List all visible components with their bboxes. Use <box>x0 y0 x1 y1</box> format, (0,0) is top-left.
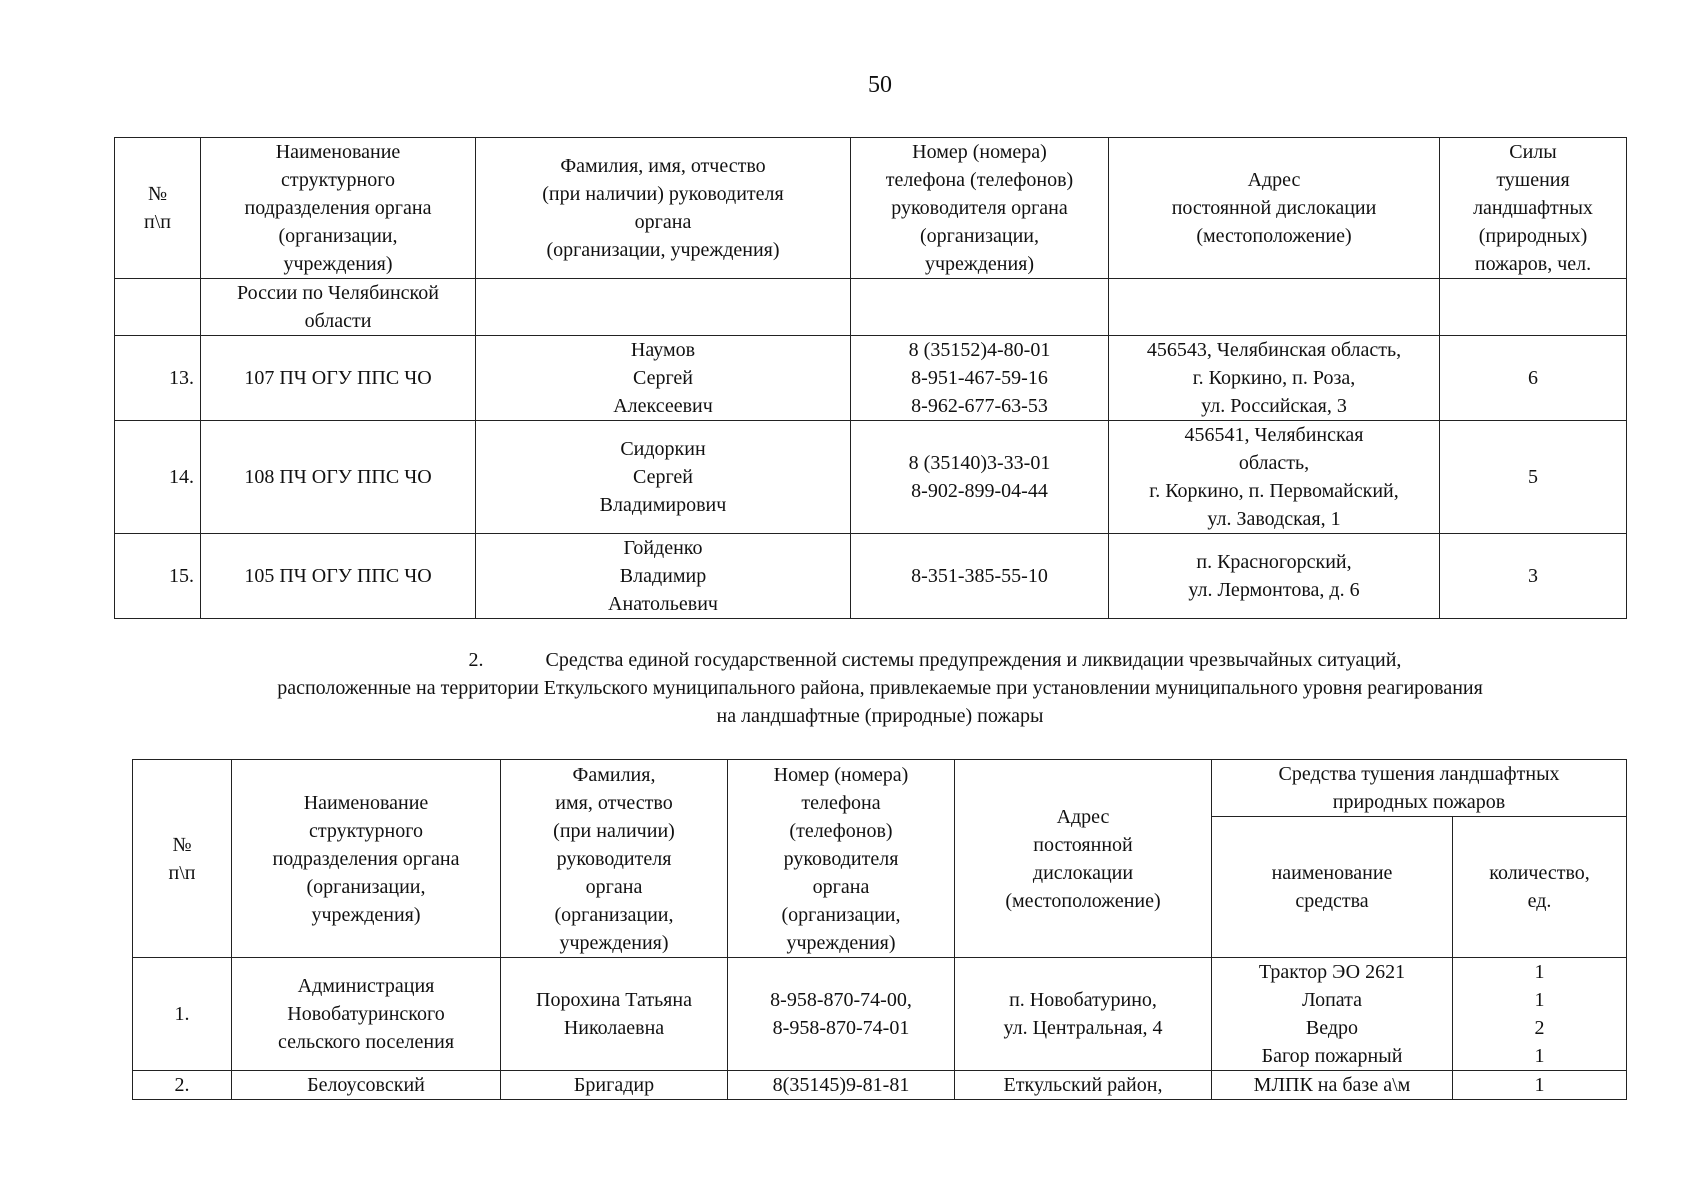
cell-address: Еткульский район, <box>955 1071 1212 1100</box>
cell-head-name: Бригадир <box>501 1071 728 1100</box>
cell-phone: 8 (35152)4-80-01 8-951-467-59-16 8-962-677-63-53 <box>851 336 1109 421</box>
cell-phone: 8-958-870-74-00, 8-958-870-74-01 <box>728 958 955 1071</box>
col-header-address: Адрес постоянной дислокации (местоположение) <box>1109 138 1440 279</box>
col-header-means-group: Средства тушения ландшафтных природных пожаров <box>1212 760 1627 817</box>
col-header-number: № п\п <box>133 760 232 958</box>
section-heading <box>130 646 1630 730</box>
section-title-line3: на ландшафтные (природные) пожары <box>716 705 1044 727</box>
col-header-means-name: наименование средства <box>1212 817 1453 958</box>
cell-address: 456543, Челябинская область, г. Коркино, п. Роза, ул. Российская, 3 <box>1109 336 1440 421</box>
col-header-means-quantity: количество, ед. <box>1453 817 1627 958</box>
table-header-row <box>115 138 1627 279</box>
table-row <box>115 336 1627 421</box>
table-row <box>115 534 1627 619</box>
col-header-phone: Номер (номера) телефона (телефонов) руководителя органа (организации, учреждения) <box>728 760 955 958</box>
cell-unit-name: России по Челябинской области <box>201 279 476 336</box>
fire-units-table <box>114 137 1627 619</box>
col-header-forces: Силы тушения ландшафтных (природных) пожаров, чел. <box>1440 138 1627 279</box>
cell-number: 14. <box>115 421 201 534</box>
col-header-head-name: Фамилия, имя, отчество (при наличии) руководителя органа (организации, учреждения) <box>501 760 728 958</box>
cell-address: п. Новобатурино, ул. Центральная, 4 <box>955 958 1212 1071</box>
section-title-line1: Средства единой государственной системы предупреждения и ликвидации чрезвычайных ситуаций, <box>545 649 1402 671</box>
section-title-line2: расположенные на территории Еткульского муниципального района, привлекаемые при установлении муниципального уровня реагирования <box>277 677 1483 699</box>
table-header-row <box>133 760 1627 817</box>
cell-phone: 8 (35140)3-33-01 8-902-899-04-44 <box>851 421 1109 534</box>
cell-means-quantity: 1 1 2 1 <box>1453 958 1627 1071</box>
cell-means-name: МЛПК на базе а\м <box>1212 1071 1453 1100</box>
col-header-address: Адрес постоянной дислокации (местоположение) <box>955 760 1212 958</box>
cell-head-name: Гойденко Владимир Анатольевич <box>476 534 851 619</box>
cell-head-name: Сидоркин Сергей Владимирович <box>476 421 851 534</box>
cell-head-name: Наумов Сергей Алексеевич <box>476 336 851 421</box>
cell-means-name: Трактор ЭО 2621 Лопата Ведро Багор пожарный <box>1212 958 1453 1071</box>
cell-means-quantity: 1 <box>1453 1071 1627 1100</box>
col-header-number: № п\п <box>115 138 201 279</box>
cell-address: 456541, Челябинская область, г. Коркино, п. Первомайский, ул. Заводская, 1 <box>1109 421 1440 534</box>
cell-head-name <box>476 279 851 336</box>
col-header-unit-name: Наименование структурного подразделения органа (организации, учреждения) <box>232 760 501 958</box>
cell-unit-name: Белоусовский <box>232 1071 501 1100</box>
cell-phone: 8-351-385-55-10 <box>851 534 1109 619</box>
cell-forces: 6 <box>1440 336 1627 421</box>
cell-head-name: Порохина Татьяна Николаевна <box>501 958 728 1071</box>
cell-unit-name: 107 ПЧ ОГУ ППС ЧО <box>201 336 476 421</box>
cell-unit-name: Администрация Новобатуринского сельского поселения <box>232 958 501 1071</box>
cell-number: 13. <box>115 336 201 421</box>
cell-number: 2. <box>133 1071 232 1100</box>
cell-number <box>115 279 201 336</box>
cell-unit-name: 105 ПЧ ОГУ ППС ЧО <box>201 534 476 619</box>
table-row <box>115 421 1627 534</box>
emergency-means-table <box>132 759 1627 1100</box>
section-number: 2. <box>468 649 484 671</box>
cell-forces <box>1440 279 1627 336</box>
cell-number: 1. <box>133 958 232 1071</box>
col-header-unit-name: Наименование структурного подразделения органа (организации, учреждения) <box>201 138 476 279</box>
cell-phone: 8(35145)9-81-81 <box>728 1071 955 1100</box>
cell-phone <box>851 279 1109 336</box>
table-row <box>133 958 1627 1071</box>
cell-forces: 5 <box>1440 421 1627 534</box>
col-header-head-name: Фамилия, имя, отчество (при наличии) руководителя органа (организации, учреждения) <box>476 138 851 279</box>
cell-forces: 3 <box>1440 534 1627 619</box>
cell-number: 15. <box>115 534 201 619</box>
page-number: 50 <box>868 72 892 98</box>
col-header-phone: Номер (номера) телефона (телефонов) руководителя органа (организации, учреждения) <box>851 138 1109 279</box>
cell-address: п. Красногорский, ул. Лермонтова, д. 6 <box>1109 534 1440 619</box>
table-row-continuation <box>115 279 1627 336</box>
cell-address <box>1109 279 1440 336</box>
cell-unit-name: 108 ПЧ ОГУ ППС ЧО <box>201 421 476 534</box>
table-row <box>133 1071 1627 1100</box>
